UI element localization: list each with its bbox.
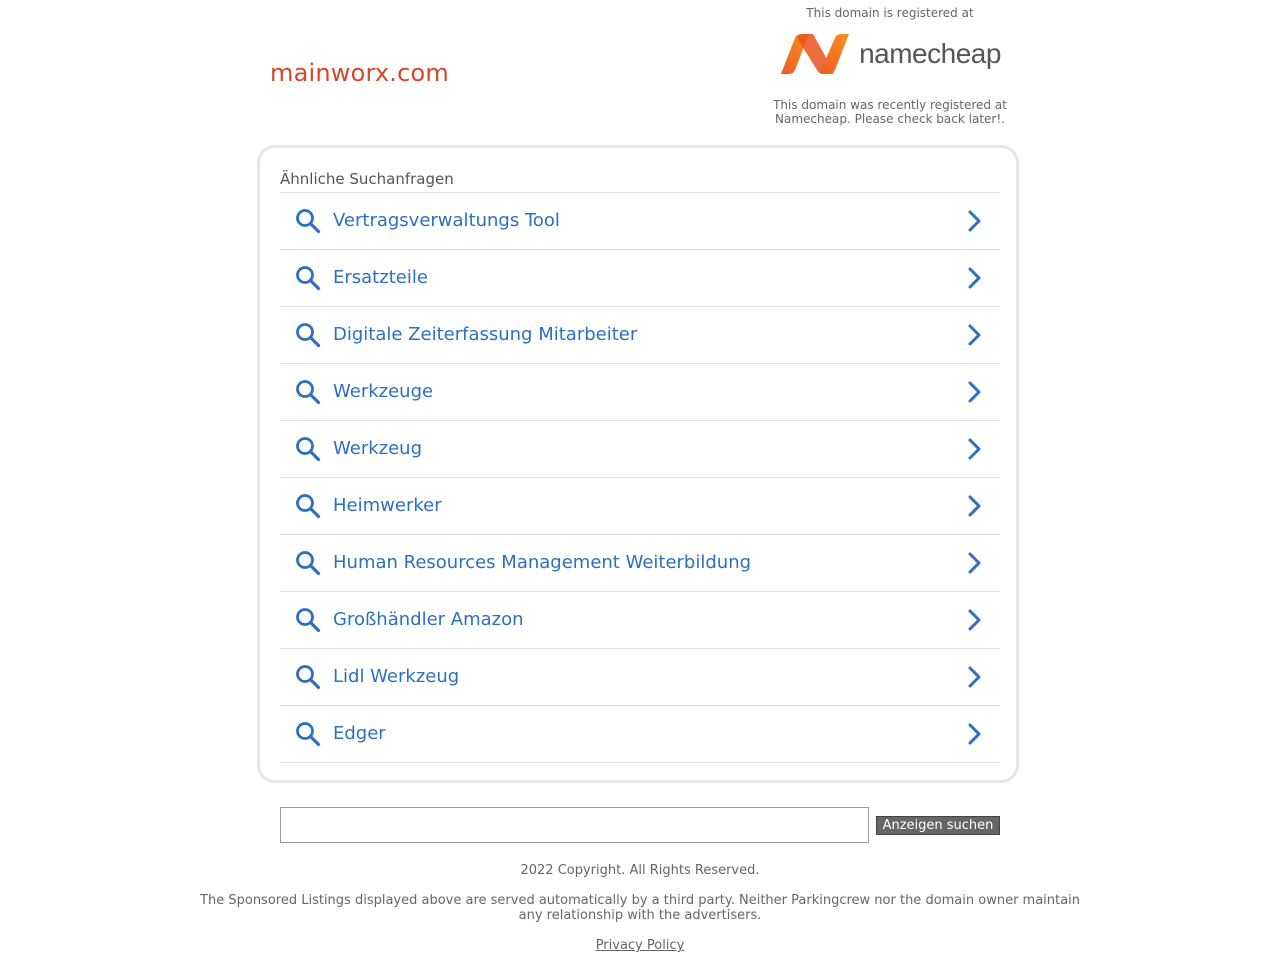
registrar-note: This domain was recently registered at Namecheap. Please check back later!. [773, 98, 1007, 126]
chevron-right-icon [967, 324, 983, 346]
related-search-item[interactable] [280, 535, 1000, 592]
search-input[interactable] [280, 807, 869, 843]
privacy-policy-link[interactable]: Privacy Policy [595, 938, 685, 953]
related-search-item[interactable] [280, 307, 1000, 364]
namecheap-wordmark: namecheap [859, 38, 1001, 69]
privacy-footer [0, 938, 1280, 954]
related-search-item[interactable] [280, 421, 1000, 478]
search-icon [295, 493, 321, 519]
search-ads-button[interactable]: Anzeigen suchen [876, 816, 1000, 835]
related-search-item[interactable] [280, 250, 1000, 307]
namecheap-n-icon [779, 34, 851, 74]
related-search-item[interactable] [280, 649, 1000, 706]
related-search-label: Ersatzteile [333, 267, 428, 288]
related-search-label: Werkzeug [333, 438, 422, 459]
related-search-item[interactable] [280, 706, 1000, 763]
search-icon [295, 265, 321, 291]
disclaimer-text [0, 893, 1280, 923]
chevron-right-icon [967, 609, 983, 631]
namecheap-logo[interactable] [760, 32, 1020, 76]
disclaimer-body: The Sponsored Listings displayed above are served automatically by a third party. Neither Parkingcrew nor the domain owner maintain any relationship with the advertisers. [200, 893, 1080, 923]
chevron-right-icon [967, 495, 983, 517]
related-search-label: Vertragsverwaltungs Tool [333, 210, 560, 231]
related-search-label: Human Resources Management Weiterbildung [333, 552, 752, 573]
search-icon [295, 550, 321, 576]
related-search-item[interactable] [280, 592, 1000, 649]
chevron-right-icon [967, 666, 983, 688]
related-search-label: Werkzeuge [333, 381, 434, 402]
search-icon [295, 379, 321, 405]
search-icon [295, 322, 321, 348]
chevron-right-icon [967, 723, 983, 745]
related-search-item[interactable] [280, 364, 1000, 421]
search-icon [295, 208, 321, 234]
related-search-label: Edger [333, 723, 386, 744]
search-icon [295, 607, 321, 633]
related-search-label: Lidl Werkzeug [333, 666, 460, 687]
chevron-right-icon [967, 381, 983, 403]
search-icon [295, 721, 321, 747]
related-search-item[interactable] [280, 193, 1000, 250]
chevron-right-icon [967, 267, 983, 289]
search-icon [295, 664, 321, 690]
related-searches-card [257, 145, 1019, 783]
chevron-right-icon [967, 438, 983, 460]
related-searches-title: Ähnliche Suchanfragen [280, 170, 454, 188]
registrar-box [760, 0, 1020, 126]
registered-at-text: This domain is registered at [806, 6, 974, 20]
related-search-item[interactable] [280, 478, 1000, 535]
related-search-label: Heimwerker [333, 495, 442, 516]
related-search-label: Digitale Zeiterfassung Mitarbeiter [333, 324, 638, 345]
copyright-text: 2022 Copyright. All Rights Reserved. [520, 863, 760, 878]
related-search-label: Großhändler Amazon [333, 609, 524, 630]
chevron-right-icon [967, 210, 983, 232]
chevron-right-icon [967, 552, 983, 574]
related-searches-list [280, 192, 1000, 763]
domain-title: mainworx.com [270, 59, 449, 87]
search-icon [295, 436, 321, 462]
